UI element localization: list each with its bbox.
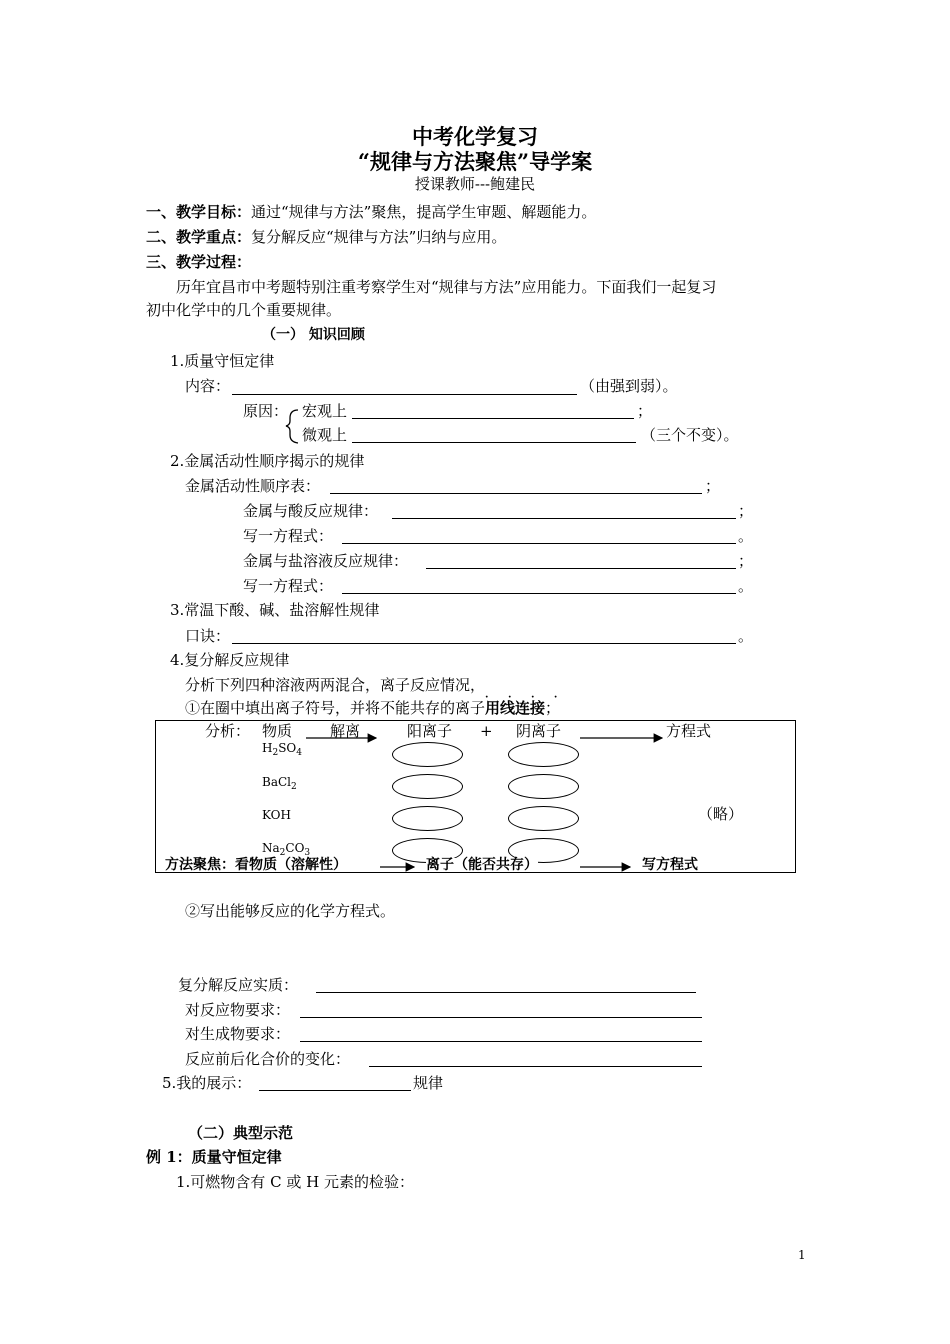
valence-label: 反应前后化合价的变化：: [185, 1050, 351, 1068]
cation-oval-1[interactable]: [392, 742, 463, 767]
item4-title: 4.复分解反应规律: [170, 651, 290, 669]
item2-title: 2.金属活动性顺序揭示的规律: [170, 452, 365, 470]
intro-line1: 历年宜昌市中考题特别注重考察学生对“规律与方法”应用能力。下面我们一起复习: [176, 278, 717, 296]
analysis-box: [155, 720, 796, 873]
item4-task1-end: ；: [545, 699, 561, 717]
item3-mnemonic-label: 口诀：: [185, 627, 231, 645]
analysis-col-anion: 阴离子: [516, 722, 562, 740]
item2-eq1-label: 写一方程式：: [243, 527, 334, 545]
reactant-req-label: 对反应物要求：: [185, 1001, 291, 1019]
item5-label: 5.我的展示：: [162, 1074, 252, 1092]
item2-eq1-blank[interactable]: [342, 543, 736, 544]
anion-oval-1[interactable]: [508, 742, 579, 767]
method-focus-part1: 方法聚焦：看物质（溶解性）: [165, 857, 347, 873]
item3-title: 3.常温下酸、碱、盐溶解性规律: [170, 601, 380, 619]
item2-order-end: ；: [705, 477, 721, 495]
page-title-line2: “规律与方法聚焦”导学案: [357, 149, 593, 174]
anion-oval-2[interactable]: [508, 774, 579, 799]
item2-acid-end: ；: [738, 502, 754, 520]
substance-h2so4: $H_2SO_4$: [262, 741, 302, 758]
item2-eq2-blank[interactable]: [342, 593, 736, 594]
teaching-focus: [146, 230, 506, 245]
item2-salt-end: ；: [738, 552, 754, 570]
product-req-label: 对生成物要求：: [185, 1025, 291, 1043]
item1-macro-end: ；: [637, 402, 653, 420]
item2-acid-blank[interactable]: [392, 518, 736, 519]
cation-oval-3[interactable]: [392, 806, 463, 831]
goal-label: 一、教学目标：: [146, 203, 252, 221]
focus-text: 复分解反应“规律与方法”归纳与应用。: [251, 228, 507, 246]
analysis-col-equation: 方程式: [666, 722, 712, 740]
teacher-name: 授课教师---鲍建民: [414, 175, 536, 193]
item4-task1: [185, 692, 566, 717]
substance-na2co3: $Na_2CO_3$: [262, 841, 311, 858]
example1-item: 1.可燃物含有 C 或 H 元素的检验：: [176, 1173, 414, 1191]
item1-reason-label: 原因：: [243, 402, 289, 420]
analysis-label: 分析：: [205, 722, 251, 740]
item1-content-blank[interactable]: [232, 394, 577, 395]
substance-koh: KOH: [262, 808, 291, 822]
intro-line2: 初中化学中的几个重要规律。: [146, 301, 342, 319]
item1-content-suffix: （由强到弱）。: [580, 377, 678, 395]
item2-acid-label: 金属与酸反应规律：: [243, 502, 379, 520]
section2-heading: （二）典型示范: [188, 1124, 294, 1142]
substance-bacl2: BaCl$_2$: [262, 775, 297, 792]
emphasis-dots: · · · ·: [485, 692, 566, 703]
cation-oval-2[interactable]: [392, 774, 463, 799]
valence-blank[interactable]: [369, 1066, 702, 1067]
method-focus-part3: 写方程式: [642, 857, 698, 873]
item4-desc: 分析下列四种溶液两两混合，离子反应情况，: [185, 676, 486, 694]
analysis-col-substance: 物质: [262, 722, 293, 740]
item1-content-label: 内容：: [185, 377, 231, 395]
item2-order-label: 金属活动性顺序表：: [185, 477, 321, 495]
item4-task1-text: ①在圈中填出离子符号，并将不能共存的离子: [185, 699, 486, 717]
item5-blank[interactable]: [259, 1090, 411, 1091]
product-req-blank[interactable]: [300, 1041, 702, 1042]
analysis-omitted: （略）: [698, 805, 744, 823]
example1-title: 例 1：质量守恒定律: [146, 1148, 282, 1166]
page-title-line1: 中考化学复习: [412, 124, 538, 149]
item2-salt-label: 金属与盐溶液反应规律：: [243, 552, 409, 570]
item2-eq2-end: 。: [738, 577, 754, 595]
item1-micro-suffix: （三个不变）。: [641, 426, 739, 444]
goal-text: 通过“规律与方法”聚焦，提高学生审题、解题能力。: [251, 203, 597, 221]
item2-eq1-end: 。: [738, 527, 754, 545]
analysis-plus: +: [480, 722, 493, 740]
item1-macro-blank[interactable]: [352, 418, 634, 419]
item5-suffix: 规律: [413, 1074, 444, 1092]
analysis-col-cation: 阳离子: [407, 722, 453, 740]
process-label: 三、教学过程：: [146, 253, 252, 271]
focus-label: 二、教学重点：: [146, 228, 252, 246]
section1-heading: （一） 知识回顾: [262, 327, 365, 343]
item2-salt-blank[interactable]: [426, 568, 736, 569]
item1-micro-label: 微观上: [302, 426, 348, 444]
anion-oval-3[interactable]: [508, 806, 579, 831]
item1-micro-blank[interactable]: [352, 442, 636, 443]
item1-title: 1.质量守恒定律: [170, 352, 275, 370]
essence-blank[interactable]: [316, 992, 696, 993]
item4-task1-emphasis: 用线连接 · · · ·: [485, 692, 566, 717]
item3-blank[interactable]: [232, 643, 736, 644]
essence-label: 复分解反应实质：: [178, 976, 299, 994]
teaching-goal: [146, 205, 596, 220]
page-number: 1: [798, 1248, 806, 1262]
item1-macro-label: 宏观上: [302, 402, 348, 420]
item2-eq2-label: 写一方程式：: [243, 577, 334, 595]
item3-end: 。: [738, 627, 754, 645]
reactant-req-blank[interactable]: [300, 1017, 702, 1018]
method-focus-part2: 离子（能否共存）: [426, 857, 538, 873]
item2-order-blank[interactable]: [330, 493, 702, 494]
task2: ②写出能够反应的化学方程式。: [185, 902, 396, 920]
analysis-dissociate-label: 解离: [330, 722, 361, 740]
